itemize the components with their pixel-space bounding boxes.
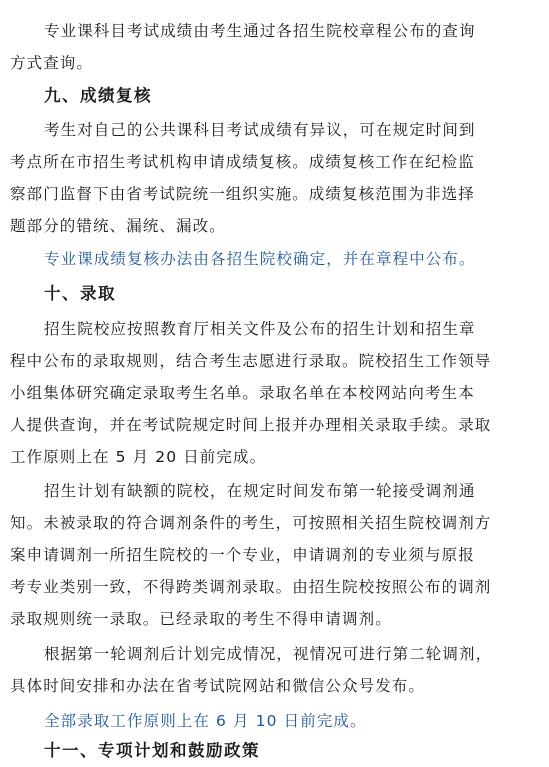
section-heading-admission: 十、录取 (44, 284, 116, 303)
section-heading-score-review: 九、成绩复核 (44, 86, 152, 105)
paragraph-line: 工作原则上在 5 月 20 日前完成。 (10, 448, 267, 466)
paragraph-line: 招生计划有缺额的院校，在规定时间发布第一轮接受调剂通 (44, 482, 476, 500)
paragraph-line: 案申请调剂一所招生院校的一个专业，申请调剂的专业须与原报 (10, 546, 475, 564)
paragraph-line: 考点所在市招生考试机构申请成绩复核。成绩复核工作在纪检监 (10, 153, 475, 171)
paragraph-line: 方式查询。 (10, 54, 94, 72)
paragraph-line: 根据第一轮调剂后计划完成情况，视情况可进行第二轮调剂， (44, 645, 493, 663)
paragraph-line: 招生院校应按照教育厅相关文件及公布的招生计划和招生章 (44, 320, 476, 338)
paragraph-line: 程中公布的录取规则，结合考生志愿进行录取。院校招生工作领导 (10, 352, 492, 370)
paragraph-line: 题部分的错统、漏统、漏改。 (10, 217, 226, 235)
paragraph-line: 小组集体研究确定录取考生名单。录取名单在本校网站向考生本 (10, 384, 475, 402)
paragraph-line: 考专业类别一致，不得跨类调剂录取。由招生院校按照公布的调剂 (10, 578, 492, 596)
paragraph-line: 全部录取工作原则上在 6 月 10 日前完成。 (44, 712, 367, 730)
paragraph-line: 专业课成绩复核办法由各招生院校确定，并在章程中公布。 (44, 250, 476, 268)
paragraph-line: 具体时间安排和办法在省考试院网站和微信公众号发布。 (10, 677, 426, 695)
paragraph-line: 录取规则统一录取。已经录取的考生不得申请调剂。 (10, 610, 392, 628)
section-heading-special-plans: 十一、专项计划和鼓励政策 (44, 741, 260, 760)
paragraph-line: 考生对自己的公共课科目考试成绩有异议，可在规定时间到 (44, 121, 476, 139)
paragraph-line: 专业课科目考试成绩由考生通过各招生院校章程公布的查询 (44, 22, 476, 40)
paragraph-line: 知。未被录取的符合调剂条件的考生，可按照相关招生院校调剂方 (10, 514, 492, 532)
paragraph-line: 人提供查询，并在考试院规定时间上报并办理相关录取手续。录取 (10, 416, 492, 434)
paragraph-line: 察部门监督下由省考试院统一组织实施。成绩复核范围为非选择 (10, 185, 475, 203)
